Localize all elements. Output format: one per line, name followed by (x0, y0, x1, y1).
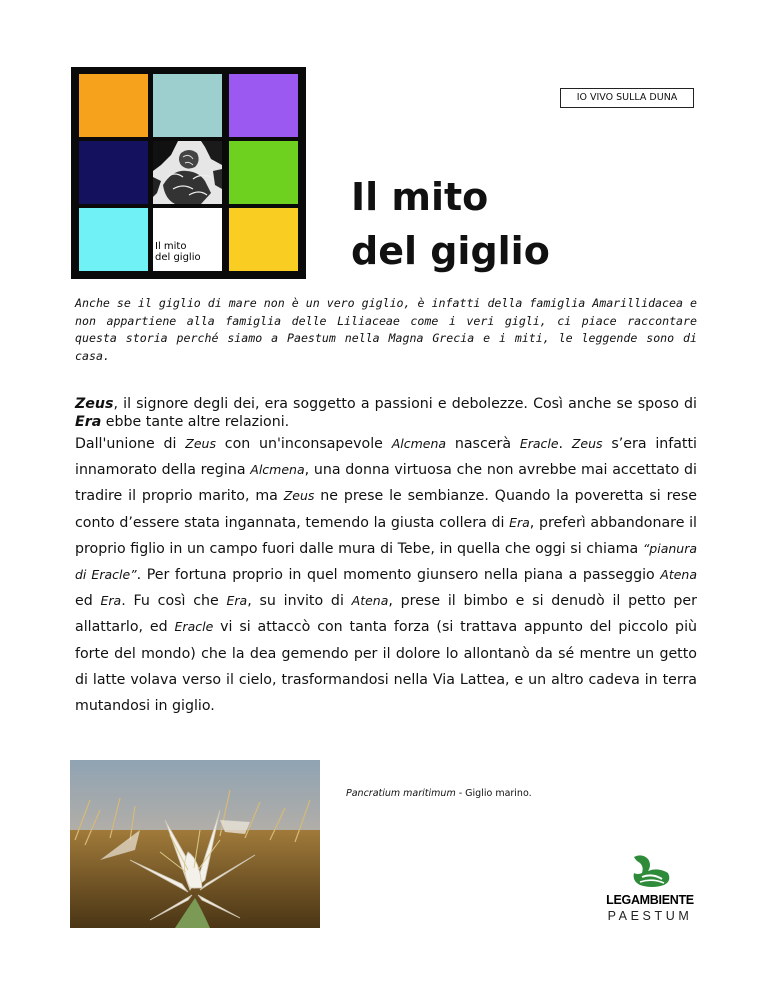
text-span: Dall'unione di (75, 436, 186, 452)
logo-mosaic (71, 67, 306, 279)
yellow-tile (229, 208, 298, 271)
legambiente-swan-icon (628, 853, 674, 889)
story-body (75, 396, 697, 719)
text-span: , prese il bimbo e si denudò il petto per allattarlo, ed (75, 593, 697, 636)
paragraph-1 (75, 396, 697, 431)
orange-tile (79, 74, 148, 137)
navy-tile (79, 141, 148, 204)
name-era: Era (75, 413, 102, 430)
green-tile (229, 141, 298, 204)
text-span: , una donna virtuosa che non avrebbe mai accettato di tradire il proprio marito, ma (75, 462, 697, 505)
intro-paragraph: Anche se il giglio di mare non è un vero giglio, è infatti della famiglia Amarillidacea e non appartiene alla famiglia delle Liliaceae come i veri gigli, ci piace raccontare questa storia perché siamo a Paestum nella Magna Grecia e i miti, le leggende sono di casa. (75, 296, 697, 363)
paragraph-2 (75, 431, 697, 719)
title-tile-text: Il mito del giglio (155, 241, 201, 263)
name-era: Era (509, 514, 530, 530)
name-zeus: Zeus (283, 488, 315, 504)
text-span: s’era infatti innamorato della regina (75, 436, 698, 479)
org-name: LEGAMBIENTE (606, 893, 694, 907)
series-tag: IO VIVO SULLA DUNA (560, 88, 694, 108)
name-atena: Atena (660, 567, 697, 583)
sea-lily-photo-icon (70, 760, 320, 928)
text-span: . (558, 436, 572, 452)
name-era: Era (100, 593, 122, 609)
text-span: nascerà (446, 436, 520, 452)
text-span: , preferì abbandonare il proprio figlio in un campo fuori dalle mura di Tebe, in quella che oggi si chiama (75, 514, 697, 557)
caption-rest: - Giglio marino. (455, 788, 532, 799)
title-tile (153, 208, 222, 271)
legambiente-swan-logo (628, 853, 674, 889)
name-eracle: Eracle (519, 436, 559, 451)
name-alcmena: Alcmena (250, 462, 305, 478)
sea-lily-photo (70, 760, 320, 928)
cyan-tile (79, 208, 148, 271)
name-zeus: Zeus (571, 436, 603, 451)
text-span: , il signore degli dei, era soggetto a passioni e debolezze. Così anche se sposo di (113, 396, 697, 412)
name-zeus: Zeus (75, 396, 114, 412)
photo-caption (346, 788, 646, 799)
myth-illustration-tile (153, 141, 222, 204)
text-span: . Fu così che (121, 593, 227, 610)
title-line-2: del giglio (351, 229, 550, 273)
org-city: PAESTUM (607, 909, 693, 923)
teal-tile (153, 74, 222, 137)
text-span: vi si attaccò con tanta forza (si trattava appunto del piccolo più forte del mondo) che la dea gemendo per il dolore lo allontanò da sé mentre un getto di latte volava verso il cielo, trasformandosi nella Via Lattea, e un altro cadeva in terra mutandosi in giglio. (75, 619, 698, 715)
name-atena: Atena (351, 593, 389, 609)
title-line-1: Il mito (351, 175, 489, 219)
text-span: con un'inconsapevole (215, 436, 392, 452)
text-span: . Per fortuna proprio in quel momento giunsero nella piana a passeggio (136, 567, 661, 584)
text-span: ebbe tante altre relazioni. (101, 413, 290, 430)
name-alcmena: Alcmena (391, 436, 447, 451)
text-span: ed (75, 593, 101, 610)
myth-illustration-icon (153, 141, 222, 204)
place-pianura: “pianura di Eracle” (75, 540, 697, 583)
caption-species: Pancratium maritimum (346, 788, 456, 799)
purple-tile (229, 74, 298, 137)
page-title (351, 170, 671, 278)
text-span: ne prese le sembianze. Quando la poveretta si rese conto d’essere stata ingannata, temendo la giusta collera di (75, 488, 697, 531)
text-span: , su invito di (247, 593, 352, 610)
name-eracle: Eracle (174, 619, 214, 635)
name-zeus: Zeus (185, 436, 216, 451)
name-era: Era (226, 593, 248, 609)
